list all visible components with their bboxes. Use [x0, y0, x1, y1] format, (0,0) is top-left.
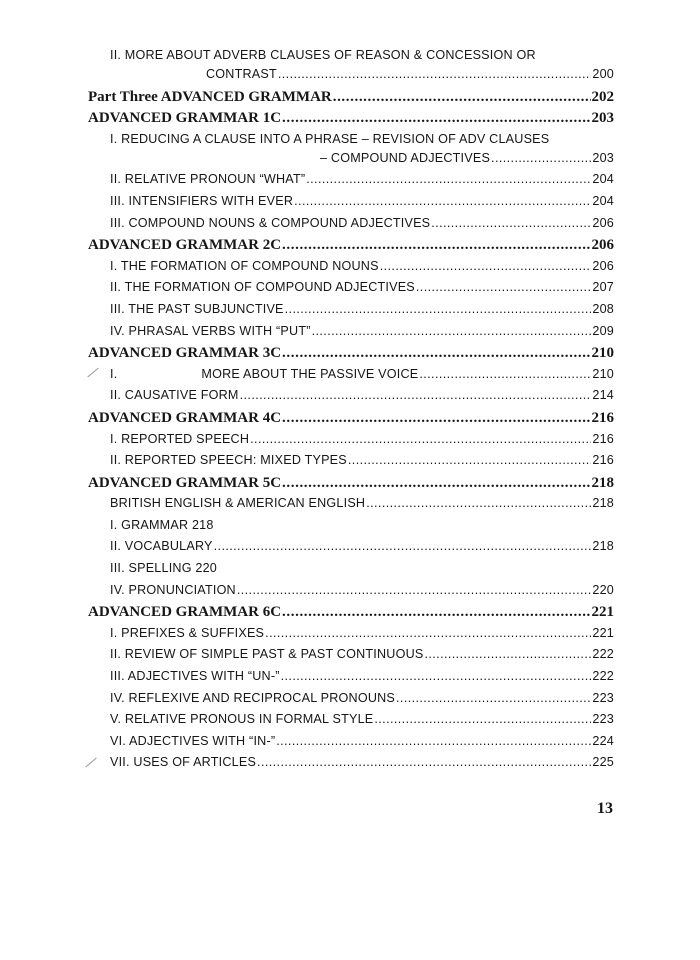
dot-leader: [276, 734, 591, 748]
dot-leader: [374, 712, 591, 726]
entry-title: II. VOCABULARY: [110, 539, 213, 554]
toc-entry: [88, 432, 614, 454]
entry-page: 203: [591, 110, 614, 127]
dot-leader: [396, 691, 591, 705]
dot-leader: [282, 475, 590, 492]
toc-entry: [88, 669, 614, 691]
toc-entry: [88, 216, 614, 238]
toc-heading: [88, 110, 614, 132]
entry-title: III. ADJECTIVES WITH “UN-”: [110, 669, 280, 684]
dot-leader: [281, 669, 592, 683]
toc-heading: [88, 410, 614, 432]
toc-entry: [88, 518, 614, 540]
entry-title: CONTRAST: [206, 67, 277, 81]
entry-title: ADVANCED GRAMMAR 6C: [88, 604, 282, 621]
entry-number: I.: [110, 366, 118, 381]
entry-page: 223: [592, 712, 614, 727]
entry-page: 222: [592, 669, 614, 684]
toc-entry: [88, 755, 614, 777]
dot-leader: [237, 583, 592, 597]
toc-entry: [88, 367, 614, 389]
entry-page: 202: [591, 88, 614, 105]
toc-heading: [88, 475, 614, 497]
entry-title: IV. PRONUNCIATION: [110, 582, 236, 597]
toc-entry: [88, 302, 614, 324]
dot-leader: [250, 432, 591, 446]
entry-page: 224: [592, 733, 614, 748]
dot-leader: [333, 89, 591, 106]
toc-entry: [88, 172, 614, 194]
entry-page: 207: [592, 280, 614, 295]
entry-page: 225: [592, 755, 614, 770]
toc-entry: [88, 734, 614, 756]
entry-page: 204: [592, 193, 614, 208]
toc-heading: [88, 237, 614, 259]
entry-page: 203: [592, 150, 614, 165]
entry-page: 206: [592, 215, 614, 230]
page-number: 13: [597, 800, 613, 817]
toc-entry: [88, 280, 614, 302]
entry-title: I. GRAMMAR 218: [110, 517, 214, 532]
entry-page: 206: [591, 237, 614, 254]
entry-title: MORE ABOUT THE PASSIVE VOICE: [201, 366, 419, 381]
entry-title: VI. ADJECTIVES WITH “IN-”: [110, 733, 276, 748]
dot-leader: [416, 280, 591, 294]
entry-page: 206: [592, 258, 614, 273]
entry-page: 216: [591, 409, 614, 426]
entry-title: III. THE PAST SUBJUNCTIVE: [110, 301, 284, 316]
toc-entry: [88, 259, 614, 281]
entry-title: I. REDUCING A CLAUSE INTO A PHRASE – REVISION OF ADV CLAUSES: [110, 131, 550, 146]
entry-page: 218: [592, 539, 614, 554]
entry-title: I. REPORTED SPEECH: [110, 431, 250, 446]
entry-title: I. THE FORMATION OF COMPOUND NOUNS: [110, 258, 379, 273]
entry-title: ADVANCED GRAMMAR 1C: [88, 110, 282, 127]
entry-page: 218: [592, 496, 614, 511]
toc-entry: [88, 626, 614, 648]
entry-title: IV. PHRASAL VERBS WITH “PUT”: [110, 323, 311, 338]
entry-title: VII. USES OF ARTICLES: [110, 755, 257, 770]
entry-title: ADVANCED GRAMMAR 3C: [88, 345, 282, 362]
entry-title: IV. REFLEXIVE AND RECIPROCAL PRONOUNS: [110, 690, 396, 705]
entry-title: BRITISH ENGLISH & AMERICAN ENGLISH: [110, 496, 366, 511]
entry-page: 218: [591, 474, 614, 491]
dot-leader: [257, 755, 591, 769]
toc-entry: [88, 712, 614, 734]
entry-title: II. CAUSATIVE FORM: [110, 388, 239, 403]
entry-title: ADVANCED GRAMMAR 4C: [88, 409, 282, 426]
entry-title: II. REPORTED SPEECH: MIXED TYPES: [110, 453, 347, 468]
table-of-contents: [88, 48, 614, 777]
toc-entry: [88, 647, 614, 669]
toc-entry: [88, 561, 614, 583]
entry-page: 216: [592, 453, 614, 468]
toc-entry: [88, 583, 614, 605]
entry-page: 220: [592, 582, 614, 597]
dot-leader: [424, 647, 591, 661]
toc-entry: [88, 691, 614, 713]
dot-leader: [282, 604, 590, 621]
entry-title: III. COMPOUND NOUNS & COMPOUND ADJECTIVES: [110, 215, 431, 230]
entry-title: III. INTENSIFIERS WITH EVER: [110, 193, 294, 208]
entry-title: ADVANCED GRAMMAR 2C: [88, 237, 282, 254]
entry-title: II. MORE ABOUT ADVERB CLAUSES OF REASON & CONCESSION OR: [110, 48, 536, 62]
dot-leader: [366, 496, 591, 510]
dot-leader: [240, 388, 592, 402]
entry-title: II. THE FORMATION OF COMPOUND ADJECTIVES: [110, 280, 415, 295]
dot-leader: [214, 539, 592, 553]
entry-page: 204: [592, 172, 614, 187]
entry-page: 223: [592, 690, 614, 705]
dot-leader: [282, 237, 590, 254]
entry-page: 222: [592, 647, 614, 662]
dot-leader: [348, 453, 591, 467]
toc-entry: [88, 151, 614, 173]
entry-page: 216: [592, 431, 614, 446]
toc-entry: [88, 48, 614, 67]
toc-heading: [88, 89, 614, 111]
toc-entry: [88, 453, 614, 475]
dot-leader: [380, 259, 592, 273]
dot-leader: [312, 324, 592, 338]
entry-title: II. REVIEW OF SIMPLE PAST & PAST CONTINUOUS: [110, 647, 424, 662]
dot-leader: [278, 67, 592, 81]
dot-leader: [282, 110, 590, 127]
toc-entry: [88, 388, 614, 410]
entry-title: V. RELATIVE PRONOUS IN FORMAL STYLE: [110, 712, 374, 727]
dot-leader: [285, 302, 592, 316]
toc-entry: [88, 496, 614, 518]
dot-leader: [419, 367, 591, 381]
entry-page: 214: [592, 388, 614, 403]
entry-page: 210: [592, 366, 614, 381]
toc-entry: [88, 194, 614, 216]
entry-title: – COMPOUND ADJECTIVES: [320, 150, 491, 165]
entry-page: 210: [591, 345, 614, 362]
entry-page: 200: [592, 67, 614, 81]
dot-leader: [431, 216, 591, 230]
dot-leader: [491, 151, 591, 165]
toc-entry: [88, 67, 614, 89]
entry-page: 221: [591, 604, 614, 621]
toc-heading: [88, 604, 614, 626]
toc-entry: [88, 132, 614, 151]
entry-page: 208: [592, 301, 614, 316]
dot-leader: [306, 172, 591, 186]
dot-leader: [282, 345, 590, 362]
entry-page: 209: [592, 323, 614, 338]
entry-title: Part Three ADVANCED GRAMMAR: [88, 88, 332, 105]
entry-title: ADVANCED GRAMMAR 5C: [88, 474, 282, 491]
dot-leader: [282, 410, 590, 427]
entry-title: I. PREFIXES & SUFFIXES: [110, 625, 265, 640]
dot-leader: [294, 194, 591, 208]
entry-page: 221: [592, 625, 614, 640]
toc-entry: [88, 539, 614, 561]
entry-title: II. RELATIVE PRONOUN “WHAT”: [110, 172, 306, 187]
entry-title: III. SPELLING 220: [110, 561, 218, 576]
dot-leader: [265, 626, 591, 640]
toc-heading: [88, 345, 614, 367]
toc-entry: [88, 324, 614, 346]
